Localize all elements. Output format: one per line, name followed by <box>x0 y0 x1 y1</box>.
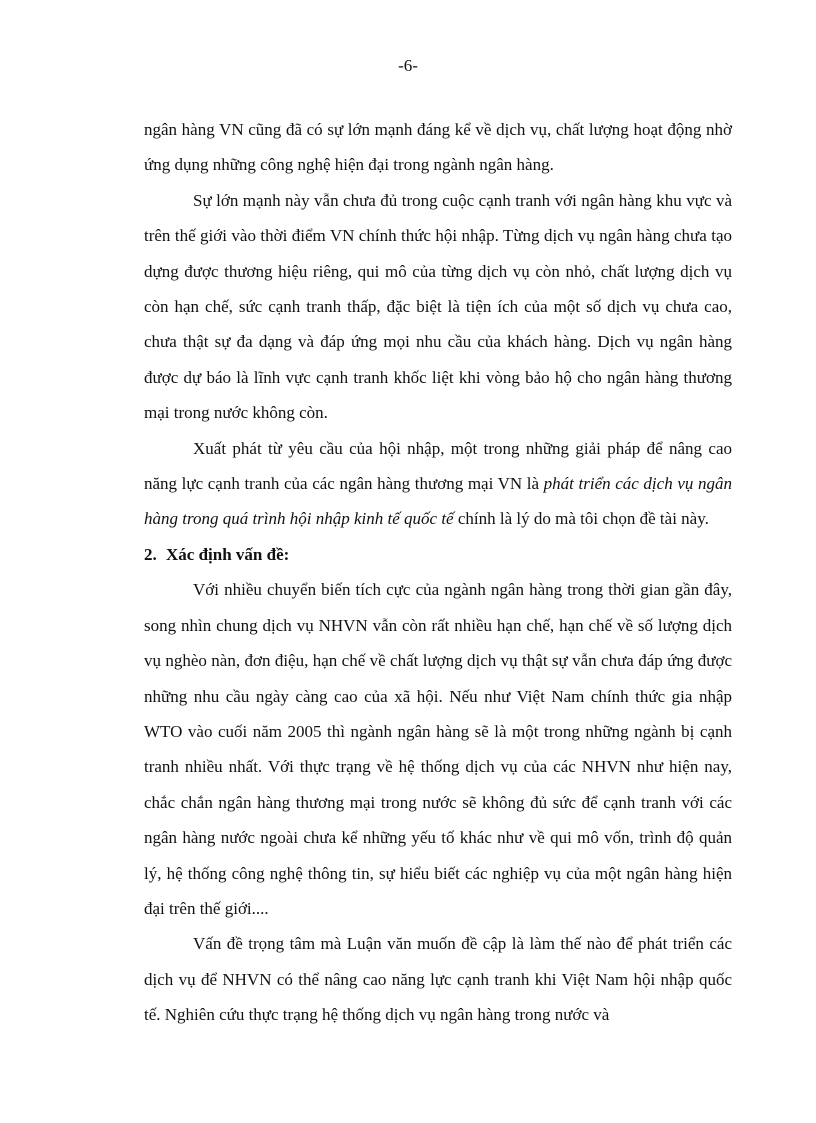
topic-reason-text-end: chính là lý do mà tôi chọn đề tài này. <box>453 509 709 529</box>
paragraph-problem: Với nhiều chuyển biến tích cực của ngành ngân hàng trong thời gian gần đây, song nhìn chung dịch vụ NHVN vẫn còn rất nhiều hạn chế, hạn chế về số lượng dịch vụ nghèo nàn, đơn điệu, hạn chế về chất lượng dịch vụ thật sự vẫn chưa đáp ứng được những nhu cầu ngày càng cao của xã hội. Nếu như Việt Nam chính thức gia nhập WTO vào cuối năm 2005 thì ngành ngân hàng sẽ là một trong những ngành bị cạnh tranh nhiều nhất. Với thực trạng về hệ thống dịch vụ của các NHVN như hiện nay, chắc chắn ngân hàng thương mại trong nước sẽ không đủ sức để cạnh tranh với các ngân hàng nước ngoài chưa kể những yếu tố khác như về qui mô vốn, trình độ quản lý, hệ thống công nghệ thông tin, sự hiểu biết các nghiệp vụ của một ngân hàng hiện đại trên thế giới.... <box>144 580 732 918</box>
page-number: -6- <box>398 56 418 75</box>
section-title: Xác định vấn đề: <box>166 544 290 564</box>
section-heading <box>144 537 732 572</box>
topic-title-emphasis: phát triển các dịch vụ ngân hàng trong quá trình hội nhập kinh tế quốc tế <box>144 474 732 529</box>
document-body <box>144 112 732 1033</box>
paragraph-continuation: ngân hàng VN cũng đã có sự lớn mạnh đáng kể về dịch vụ, chất lượng hoạt động nhờ ứng dụng những công nghệ hiện đại trong ngành ngân hàng. <box>144 120 732 175</box>
section-number: 2. <box>144 544 157 564</box>
topic-reason-text-start: Xuất phát từ yêu cầu của hội nhập, một trong những giải pháp để nâng cao năng lực cạnh tranh của các ngân hàng thương mại VN là <box>144 438 732 494</box>
paragraph-competition: Sự lớn mạnh này vẫn chưa đủ trong cuộc cạnh tranh với ngân hàng khu vực và trên thế giới vào thời điểm VN chính thức hội nhập. Từng dịch vụ ngân hàng chưa tạo dựng được thương hiệu riêng, qui mô của từng dịch vụ còn nhỏ, chất lượng dịch vụ còn hạn chế, sức cạnh tranh thấp, đặc biệt là tiện ích của một số dịch vụ chưa cao, chưa thật sự đa dạng và đáp ứng mọi nhu cầu của khách hàng. Dịch vụ ngân hàng được dự báo là lĩnh vực cạnh tranh khốc liệt khi vòng bảo hộ cho ngân hàng thương mại trong nước không còn. <box>144 190 732 423</box>
paragraph-topic-reason <box>144 431 732 537</box>
paragraph-focus: Vấn đề trọng tâm mà Luận văn muốn đề cập là làm thế nào để phát triển các dịch vụ để NHVN có thể nâng cao năng lực cạnh tranh khi Việt Nam hội nhập quốc tế. Nghiên cứu thực trạng hệ thống dịch vụ ngân hàng trong nước và <box>144 934 732 1025</box>
